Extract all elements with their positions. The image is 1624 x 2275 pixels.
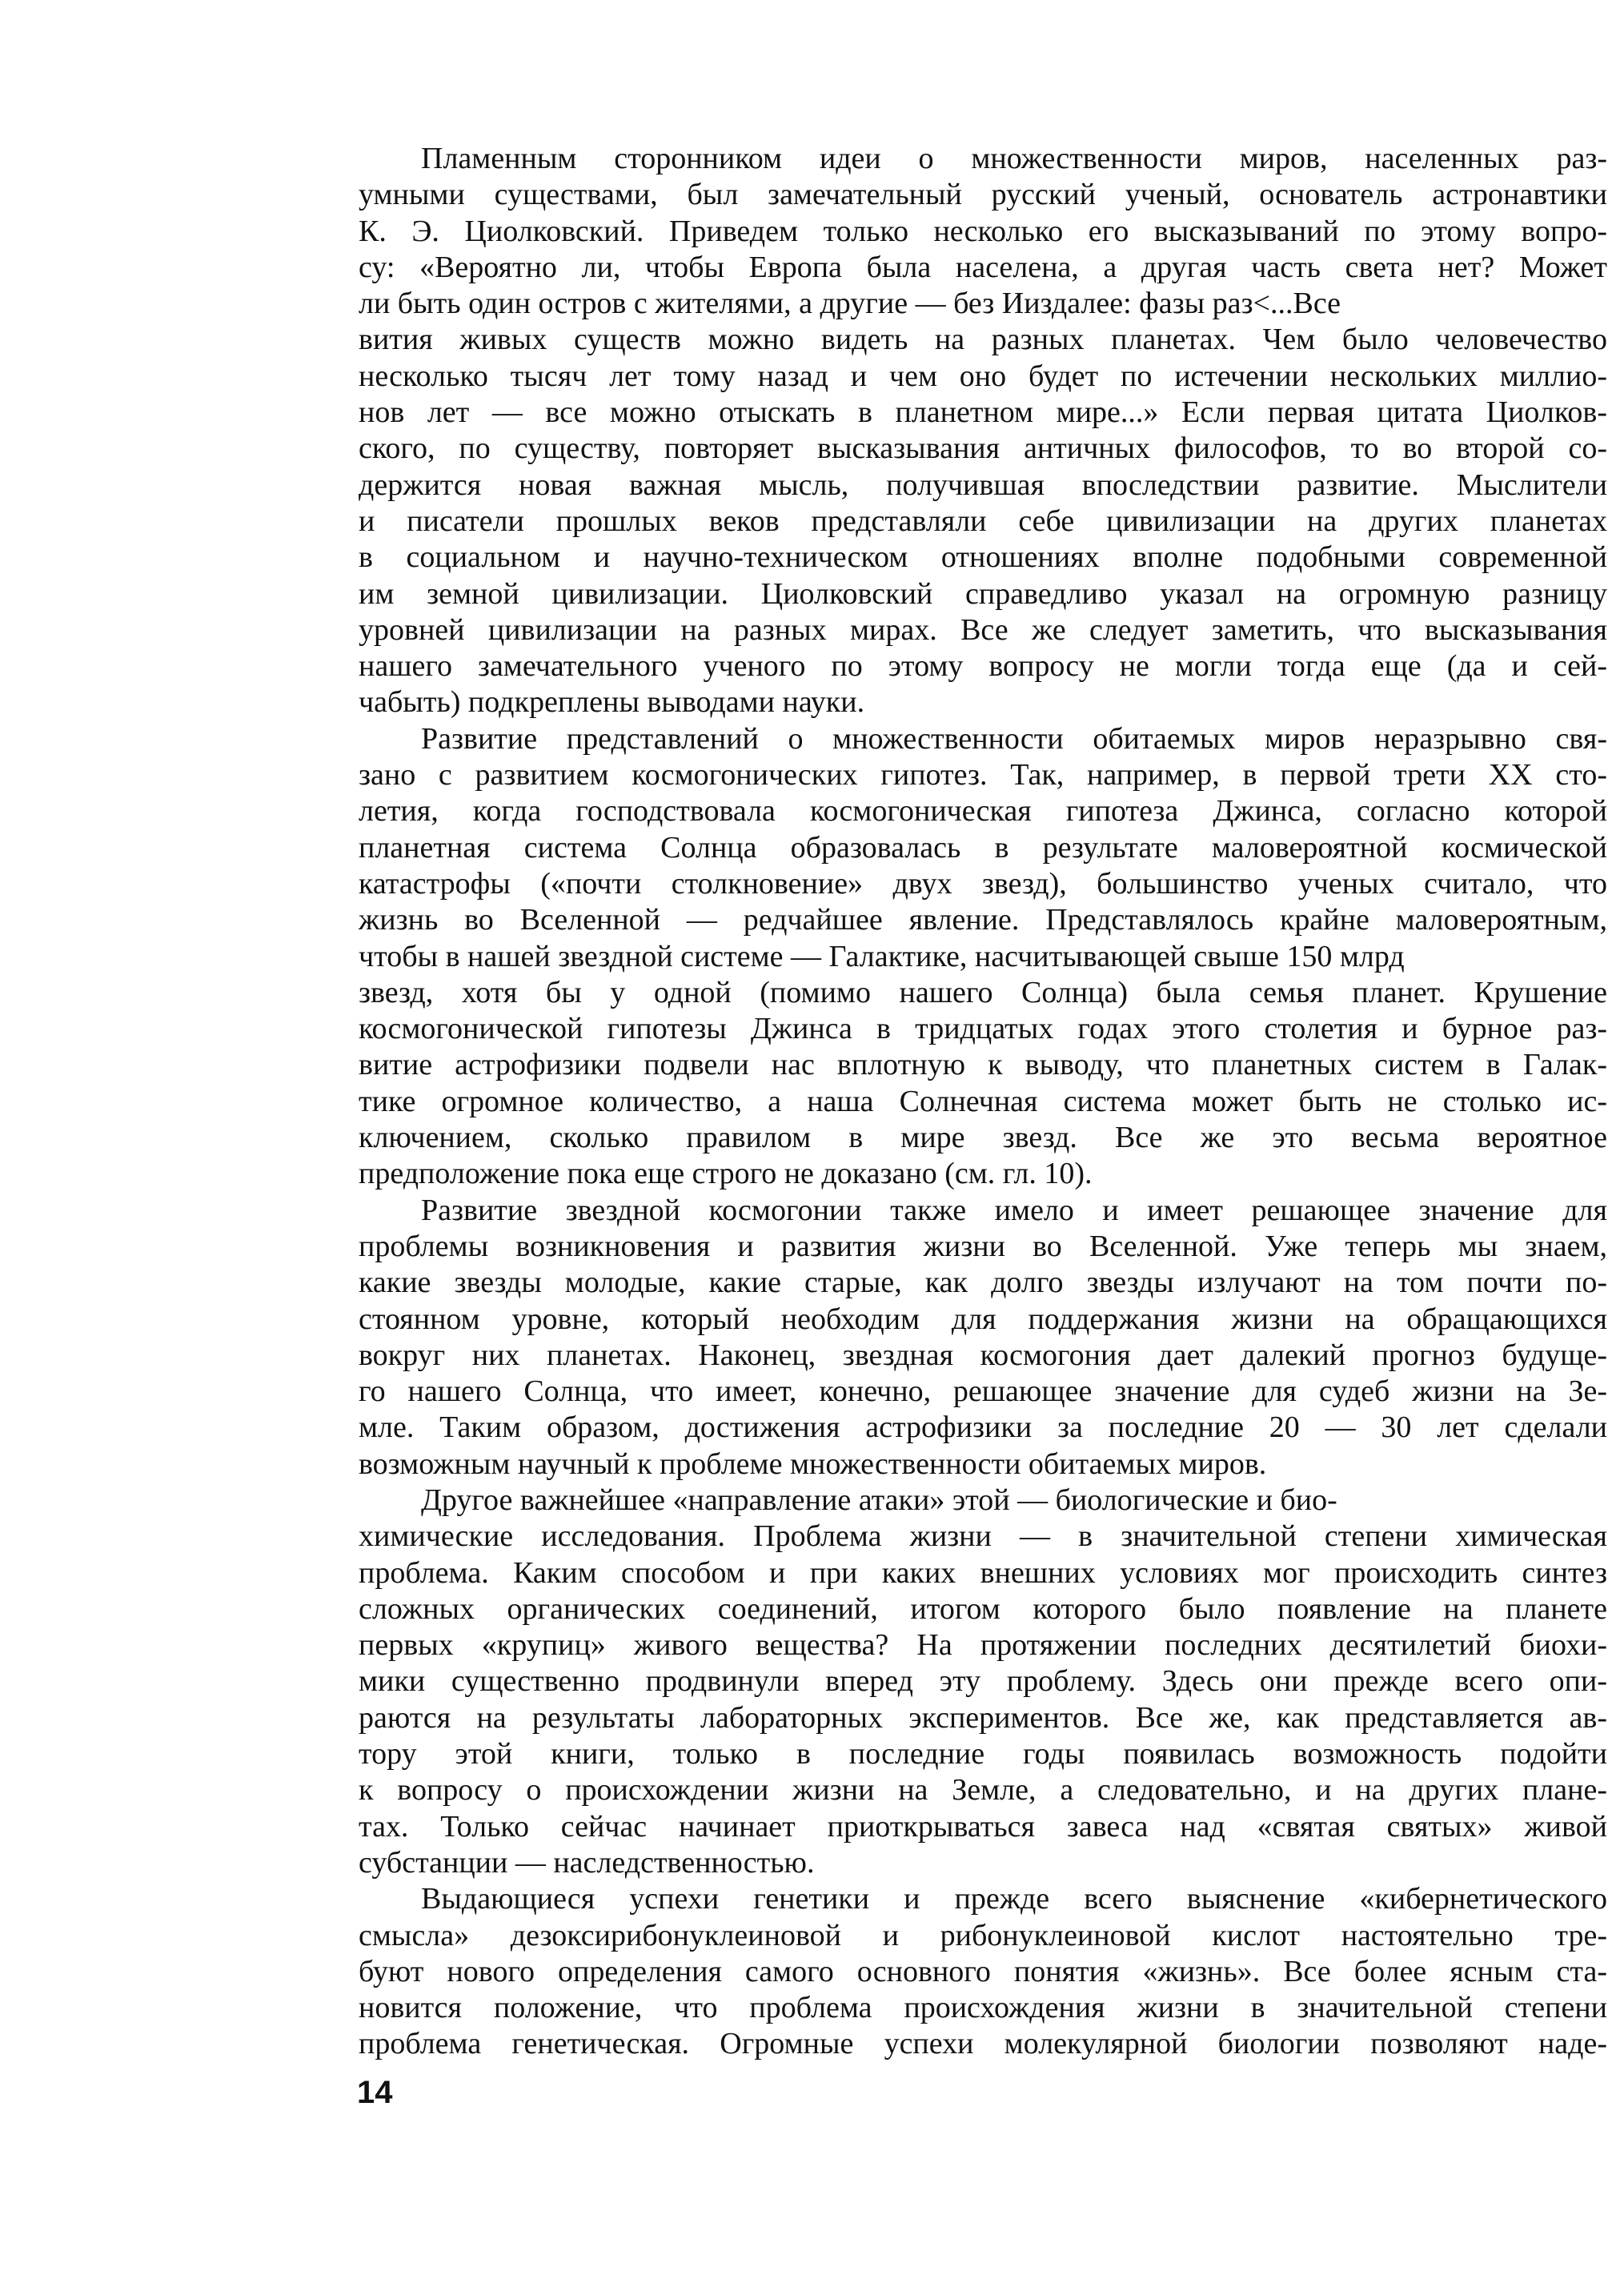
text-line: Выдающиеся успехи генетики и прежде всего выяснение «кибернетического [421,1882,1607,1916]
text-line: зано с развитием космогонических гипотез. Так, например, в первой трети XX сто- [359,758,1607,792]
text-line: вития живых существ можно видеть на разных планетах. Чем было человечество [359,323,1607,357]
text-line: сложных органических соединений, итогом которого было появление на планете [359,1591,1607,1626]
text-line: какие звезды молодые, какие старые, как долго звезды излучают на том почти по- [359,1266,1607,1300]
text-line: проблема генетическая. Огромные успехи молекулярной биологии позволяют наде- [359,2027,1607,2061]
text-line: тору этой книги, только в последние годы появилась возможность подойти [359,1737,1607,1771]
text-line: чабыть) подкреплены выводами науки. [359,685,865,720]
text-line: первых «крупиц» живого вещества? На протяжении последних десятилетий биохи- [359,1628,1607,1663]
text-line: планетная система Солнца образовалась в результате маловероятной космической [359,830,1607,865]
page-number: 14 [357,2075,393,2110]
text-line: чтобы в нашей звездной системе — Галактике, насчитывающей свыше 150 млрд [359,939,1405,973]
text-line: нов лет — все можно отыскать в планетном мире...» Если первая цитата Циолков- [359,395,1607,430]
text-line: буют нового определения самого основного понятия «жизнь». Все более ясным ста- [359,1954,1607,1988]
text-line: проблемы возникновения и развития жизни во Вселенной. Уже теперь мы знаем, [359,1229,1607,1263]
text-line: ключением, сколько правилом в мире звезд. Все же это весьма вероятное [359,1121,1607,1155]
text-line: звезд, хотя бы у одной (помимо нашего Солнца) была семья планет. Крушение [359,975,1607,1009]
body-text [359,141,1607,2063]
text-line: мле. Таким образом, достижения астрофизики за последние 20 — 30 лет сделали [359,1410,1607,1445]
text-line: катастрофы («почти столкновение» двух звезд), большинство ученых считало, что [359,866,1607,901]
text-line: новится положение, что проблема происхождения жизни в значительной степени [359,1991,1607,2025]
text-line: Развитие звездной космогонии также имело и имеет решающее значение для [421,1193,1607,1227]
text-line: Пламенным сторонником идеи о множественности миров, населенных раз- [421,142,1607,175]
text-line: раются на результаты лабораторных экспериментов. Все же, как представляется ав- [359,1700,1607,1735]
text-line: го нашего Солнца, что имеет, конечно, решающее значение для судеб жизни на Зе- [359,1374,1607,1409]
text-line: держится новая важная мысль, получившая впоследствии развитие. Мыслители [359,467,1607,502]
text-line: уровней цивилизации на разных мирах. Все же следует заметить, что высказывания [359,612,1607,647]
text-line: мики существенно продвинули вперед эту проблему. Здесь они прежде всего опи- [359,1664,1607,1699]
text-line: химические исследования. Проблема жизни — в значительной степени химическая [359,1519,1607,1554]
text-line: вокруг них планетах. Наконец, звездная космогония дает далекий прогноз будуще- [359,1338,1607,1372]
text-line: космогонической гипотезы Джинса в тридцатых годах этого столетия и бурное раз- [359,1012,1607,1046]
text-line: тике огромное количество, а наша Солнечная система может быть не столько ис- [359,1084,1607,1118]
text-line: Другое важнейшее «направление атаки» этой — биологические и био- [421,1483,1337,1517]
text-line: в социальном и научно-техническом отношениях вполне подобными современной [359,540,1607,575]
text-line: несколько тысяч лет тому назад и чем оно будет по истечении нескольких миллио- [359,359,1607,393]
text-line: летия, когда господствовала космогоническая гипотеза Джинса, согласно которой [359,794,1607,829]
text-line: К. Э. Циолковский. Приведем только несколько его высказываний по этому вопро- [359,214,1607,248]
text-line: жизнь во Вселенной — редчайшее явление. Представлялось крайне маловероятным, [359,903,1607,937]
text-line: проблема. Каким способом и при каких внешних условиях мог происходить синтез [359,1555,1607,1590]
text-line: смысла» дезоксирибонуклеиновой и рибонуклеиновой кислот настоятельно тре- [359,1918,1607,1952]
text-line: Развитие представлений о множественности обитаемых миров неразрывно свя- [421,721,1607,756]
text-line: им земной цивилизации. Циолковский справедливо указал на огромную разницу [359,576,1607,611]
text-line: предположение пока еще строго не доказано (см. гл. 10). [359,1157,1093,1191]
text-line: тах. Только сейчас начинает приоткрываться завеса над «святая святых» живой [359,1809,1607,1844]
text-line: к вопросу о происхождении жизни на Земле, а следовательно, и на других плане- [359,1773,1607,1808]
text-line: су: «Вероятно ли, чтобы Европа была населена, а другая часть света нет? Может [359,250,1607,284]
text-line: субстанции — наследственностью. [359,1845,815,1880]
text-line: нашего замечательного ученого по этому вопросу не могли тогда еще (да и сей- [359,649,1607,684]
text-line: стоянном уровне, который необходим для поддержания жизни на обращающихся [359,1302,1607,1336]
text-line: ского, по существу, повторяет высказывания античных философов, то во второй со- [359,431,1607,466]
text-line: умными существами, был замечательный русский ученый, основатель астронавтики [359,178,1607,212]
text-line: возможным научный к проблеме множественности обитаемых миров. [359,1446,1267,1481]
text-line: витие астрофизики подвели нас вплотную к выводу, что планетных систем в Галак- [359,1048,1607,1082]
text-line: и писатели прошлых веков представляли себе цивилизации на других планетах [359,504,1607,538]
text-line: ли быть один остров с жителями, а другие — без Ииздалее: фазы раз<...Все [359,287,1341,321]
